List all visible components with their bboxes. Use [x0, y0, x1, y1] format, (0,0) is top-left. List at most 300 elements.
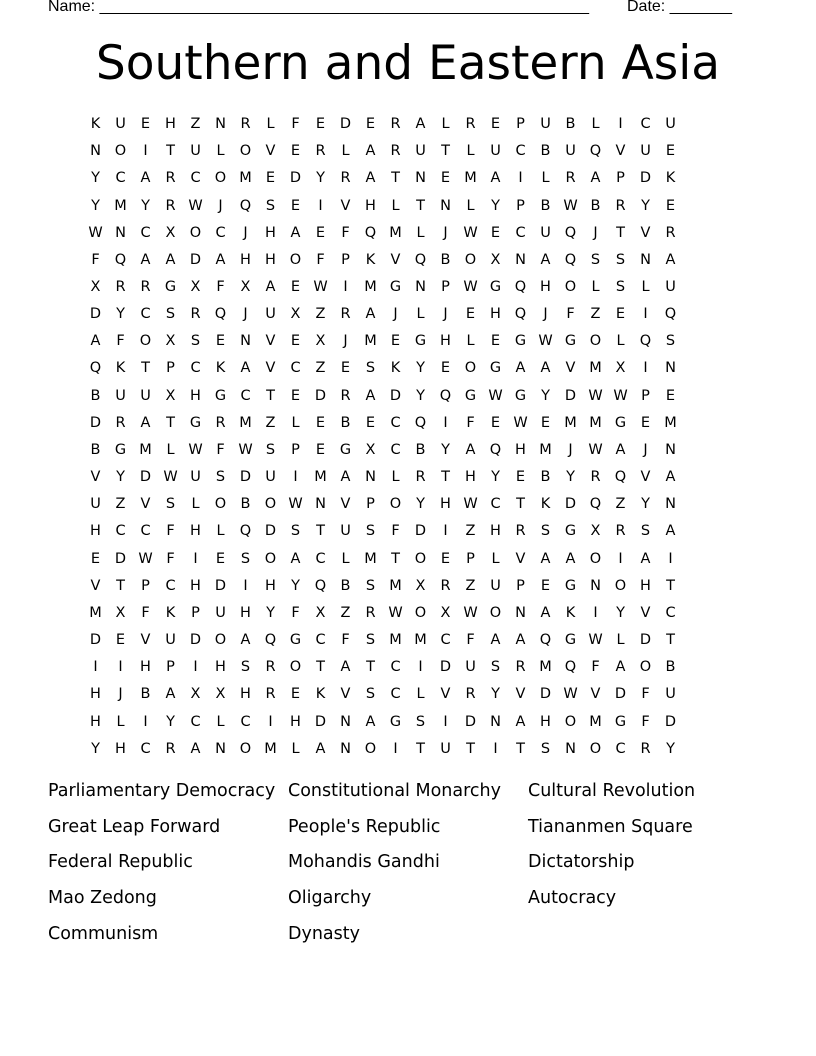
grid-cell[interactable]: L: [466, 143, 475, 160]
grid-cell[interactable]: G: [339, 441, 352, 458]
grid-cell[interactable]: A: [190, 740, 201, 757]
grid-cell[interactable]: Y: [266, 604, 275, 621]
grid-cell[interactable]: M: [389, 224, 402, 241]
grid-cell[interactable]: X: [190, 279, 201, 296]
grid-cell[interactable]: L: [191, 496, 200, 513]
grid-cell[interactable]: W: [288, 496, 303, 513]
grid-cell[interactable]: Y: [141, 197, 150, 214]
grid-cell[interactable]: I: [618, 116, 623, 133]
grid-cell[interactable]: W: [388, 604, 403, 621]
grid-cell[interactable]: L: [216, 143, 225, 160]
grid-cell[interactable]: R: [165, 740, 176, 757]
grid-cell[interactable]: M: [464, 170, 477, 187]
grid-cell[interactable]: H: [465, 469, 476, 486]
grid-cell[interactable]: T: [116, 577, 125, 594]
grid-cell[interactable]: L: [466, 333, 475, 350]
grid-cell[interactable]: A: [365, 713, 376, 730]
grid-cell[interactable]: H: [240, 251, 251, 268]
grid-cell[interactable]: A: [140, 414, 151, 431]
grid-cell[interactable]: L: [216, 713, 225, 730]
grid-cell[interactable]: A: [240, 360, 251, 377]
grid-cell[interactable]: E: [315, 414, 326, 431]
grid-cell[interactable]: L: [616, 333, 625, 350]
grid-cell[interactable]: Y: [616, 604, 625, 621]
grid-cell[interactable]: X: [315, 333, 326, 350]
grid-cell[interactable]: I: [668, 550, 673, 567]
grid-cell[interactable]: A: [240, 632, 251, 649]
grid-cell[interactable]: D: [114, 550, 127, 567]
grid-cell[interactable]: J: [643, 441, 648, 458]
grid-cell[interactable]: W: [463, 279, 478, 296]
grid-cell[interactable]: N: [640, 251, 651, 268]
grid-cell[interactable]: A: [615, 441, 626, 458]
grid-cell[interactable]: X: [190, 686, 201, 703]
grid-cell[interactable]: U: [540, 224, 551, 241]
grid-cell[interactable]: F: [291, 604, 300, 621]
grid-cell[interactable]: C: [440, 632, 451, 649]
grid-cell[interactable]: U: [190, 143, 201, 160]
grid-cell[interactable]: S: [540, 523, 551, 540]
grid-cell[interactable]: H: [165, 116, 176, 133]
grid-cell[interactable]: H: [440, 333, 451, 350]
grid-cell[interactable]: R: [115, 414, 126, 431]
grid-cell[interactable]: X: [315, 604, 326, 621]
grid-cell[interactable]: Z: [315, 306, 326, 323]
grid-cell[interactable]: U: [490, 143, 501, 160]
grid-cell[interactable]: G: [564, 523, 577, 540]
grid-cell[interactable]: D: [189, 251, 202, 268]
grid-cell[interactable]: E: [290, 197, 301, 214]
grid-cell[interactable]: L: [491, 550, 500, 567]
grid-cell[interactable]: R: [265, 686, 276, 703]
grid-cell[interactable]: W: [563, 686, 578, 703]
grid-cell[interactable]: V: [390, 251, 401, 268]
grid-cell[interactable]: L: [391, 469, 400, 486]
grid-cell[interactable]: E: [440, 550, 451, 567]
grid-cell[interactable]: I: [118, 659, 123, 676]
grid-cell[interactable]: J: [543, 306, 548, 323]
grid-cell[interactable]: I: [518, 170, 523, 187]
grid-cell[interactable]: N: [115, 224, 126, 241]
grid-cell[interactable]: P: [341, 251, 350, 268]
grid-cell[interactable]: S: [665, 333, 676, 350]
grid-cell[interactable]: G: [564, 333, 577, 350]
grid-cell[interactable]: Z: [265, 414, 276, 431]
grid-cell[interactable]: S: [365, 523, 376, 540]
grid-cell[interactable]: A: [615, 659, 626, 676]
grid-cell[interactable]: M: [89, 604, 102, 621]
grid-cell[interactable]: O: [464, 251, 477, 268]
grid-cell[interactable]: Y: [91, 170, 100, 187]
grid-cell[interactable]: E: [440, 170, 451, 187]
grid-cell[interactable]: C: [290, 360, 301, 377]
grid-cell[interactable]: D: [339, 116, 352, 133]
grid-cell[interactable]: M: [239, 414, 252, 431]
grid-cell[interactable]: D: [214, 577, 227, 594]
grid-cell[interactable]: I: [293, 469, 298, 486]
grid-cell[interactable]: W: [613, 387, 628, 404]
grid-cell[interactable]: D: [639, 170, 652, 187]
grid-cell[interactable]: J: [393, 306, 398, 323]
grid-cell[interactable]: F: [566, 306, 575, 323]
grid-cell[interactable]: M: [539, 441, 552, 458]
grid-cell[interactable]: C: [490, 496, 501, 513]
grid-cell[interactable]: E: [365, 116, 376, 133]
grid-cell[interactable]: R: [665, 224, 676, 241]
grid-cell[interactable]: O: [564, 279, 577, 296]
grid-cell[interactable]: A: [165, 251, 176, 268]
grid-cell[interactable]: I: [143, 713, 148, 730]
grid-cell[interactable]: Z: [340, 604, 351, 621]
grid-cell[interactable]: Z: [465, 523, 476, 540]
grid-cell[interactable]: E: [490, 414, 501, 431]
grid-cell[interactable]: U: [490, 577, 501, 594]
grid-cell[interactable]: E: [540, 577, 551, 594]
grid-cell[interactable]: X: [490, 251, 501, 268]
grid-cell[interactable]: W: [163, 469, 178, 486]
grid-cell[interactable]: D: [189, 632, 202, 649]
grid-cell[interactable]: I: [618, 550, 623, 567]
grid-cell[interactable]: F: [641, 686, 650, 703]
grid-cell[interactable]: O: [264, 550, 277, 567]
grid-cell[interactable]: W: [588, 632, 603, 649]
grid-cell[interactable]: U: [665, 116, 676, 133]
grid-cell[interactable]: B: [340, 577, 351, 594]
grid-cell[interactable]: B: [415, 441, 426, 458]
grid-cell[interactable]: M: [539, 659, 552, 676]
grid-cell[interactable]: U: [115, 387, 126, 404]
grid-cell[interactable]: M: [364, 550, 377, 567]
grid-cell[interactable]: T: [616, 224, 625, 241]
grid-cell[interactable]: M: [589, 414, 602, 431]
grid-cell[interactable]: I: [643, 360, 648, 377]
grid-cell[interactable]: A: [515, 632, 526, 649]
grid-cell[interactable]: P: [166, 360, 175, 377]
grid-cell[interactable]: A: [340, 469, 351, 486]
grid-cell[interactable]: A: [540, 604, 551, 621]
grid-cell[interactable]: T: [466, 740, 475, 757]
grid-cell[interactable]: K: [215, 360, 226, 377]
grid-cell[interactable]: J: [343, 333, 348, 350]
grid-cell[interactable]: O: [114, 143, 127, 160]
grid-cell[interactable]: L: [416, 686, 425, 703]
grid-cell[interactable]: C: [315, 632, 326, 649]
grid-cell[interactable]: A: [515, 360, 526, 377]
grid-cell[interactable]: Y: [441, 441, 450, 458]
grid-cell[interactable]: W: [238, 441, 253, 458]
grid-cell[interactable]: O: [289, 251, 302, 268]
grid-cell[interactable]: T: [441, 469, 450, 486]
grid-cell[interactable]: N: [515, 251, 526, 268]
grid-cell[interactable]: A: [290, 550, 301, 567]
grid-cell[interactable]: L: [591, 116, 600, 133]
grid-cell[interactable]: I: [393, 740, 398, 757]
grid-cell[interactable]: A: [90, 333, 101, 350]
grid-cell[interactable]: E: [390, 333, 401, 350]
grid-cell[interactable]: V: [440, 686, 451, 703]
grid-cell[interactable]: H: [440, 496, 451, 513]
grid-cell[interactable]: U: [415, 143, 426, 160]
grid-cell[interactable]: E: [465, 306, 476, 323]
grid-cell[interactable]: S: [415, 713, 426, 730]
grid-cell[interactable]: E: [90, 550, 101, 567]
grid-cell[interactable]: N: [315, 496, 326, 513]
grid-cell[interactable]: Y: [416, 387, 425, 404]
grid-cell[interactable]: O: [264, 496, 277, 513]
grid-cell[interactable]: C: [190, 360, 201, 377]
grid-cell[interactable]: F: [316, 251, 325, 268]
grid-cell[interactable]: D: [564, 496, 577, 513]
grid-cell[interactable]: Q: [414, 251, 427, 268]
grid-cell[interactable]: H: [290, 713, 301, 730]
grid-cell[interactable]: G: [164, 279, 177, 296]
grid-cell[interactable]: O: [639, 659, 652, 676]
grid-cell[interactable]: L: [416, 306, 425, 323]
grid-cell[interactable]: D: [89, 632, 102, 649]
grid-cell[interactable]: A: [215, 251, 226, 268]
grid-cell[interactable]: S: [290, 523, 301, 540]
grid-cell[interactable]: R: [465, 686, 476, 703]
grid-cell[interactable]: M: [389, 577, 402, 594]
grid-cell[interactable]: V: [340, 496, 351, 513]
grid-cell[interactable]: Y: [116, 469, 125, 486]
grid-cell[interactable]: Y: [641, 197, 650, 214]
grid-cell[interactable]: O: [214, 496, 227, 513]
grid-cell[interactable]: A: [465, 441, 476, 458]
grid-cell[interactable]: O: [414, 550, 427, 567]
grid-cell[interactable]: X: [290, 306, 301, 323]
grid-cell[interactable]: C: [390, 414, 401, 431]
grid-cell[interactable]: X: [415, 577, 426, 594]
grid-cell[interactable]: F: [391, 523, 400, 540]
grid-cell[interactable]: T: [391, 550, 400, 567]
grid-cell[interactable]: H: [265, 224, 276, 241]
grid-cell[interactable]: S: [240, 550, 251, 567]
grid-cell[interactable]: D: [289, 170, 302, 187]
grid-cell[interactable]: A: [165, 686, 176, 703]
grid-cell[interactable]: P: [441, 279, 450, 296]
grid-cell[interactable]: L: [216, 523, 225, 540]
grid-cell[interactable]: H: [365, 197, 376, 214]
grid-cell[interactable]: Q: [239, 523, 252, 540]
grid-cell[interactable]: G: [489, 360, 502, 377]
grid-cell[interactable]: H: [240, 686, 251, 703]
grid-cell[interactable]: J: [443, 224, 448, 241]
grid-cell[interactable]: W: [463, 496, 478, 513]
grid-cell[interactable]: L: [166, 441, 175, 458]
grid-cell[interactable]: Z: [615, 496, 626, 513]
grid-cell[interactable]: M: [664, 414, 677, 431]
grid-cell[interactable]: U: [115, 116, 126, 133]
grid-cell[interactable]: B: [340, 414, 351, 431]
grid-cell[interactable]: T: [266, 387, 275, 404]
grid-cell[interactable]: C: [115, 170, 126, 187]
grid-cell[interactable]: R: [340, 387, 351, 404]
grid-cell[interactable]: X: [115, 604, 126, 621]
grid-cell[interactable]: Y: [416, 496, 425, 513]
grid-cell[interactable]: E: [265, 170, 276, 187]
grid-cell[interactable]: O: [414, 604, 427, 621]
grid-cell[interactable]: N: [515, 604, 526, 621]
grid-cell[interactable]: G: [489, 279, 502, 296]
grid-cell[interactable]: Y: [166, 713, 175, 730]
grid-cell[interactable]: X: [590, 523, 601, 540]
grid-cell[interactable]: O: [214, 170, 227, 187]
grid-cell[interactable]: F: [166, 550, 175, 567]
grid-cell[interactable]: W: [538, 333, 553, 350]
grid-cell[interactable]: D: [89, 414, 102, 431]
grid-cell[interactable]: I: [443, 713, 448, 730]
grid-cell[interactable]: E: [640, 414, 651, 431]
grid-cell[interactable]: O: [614, 577, 627, 594]
grid-cell[interactable]: M: [564, 414, 577, 431]
grid-cell[interactable]: H: [90, 713, 101, 730]
grid-cell[interactable]: E: [290, 387, 301, 404]
grid-cell[interactable]: S: [590, 251, 601, 268]
grid-cell[interactable]: F: [216, 441, 225, 458]
grid-cell[interactable]: A: [140, 170, 151, 187]
grid-cell[interactable]: S: [165, 496, 176, 513]
grid-cell[interactable]: O: [564, 713, 577, 730]
grid-cell[interactable]: Y: [566, 469, 575, 486]
grid-cell[interactable]: M: [589, 360, 602, 377]
grid-cell[interactable]: W: [463, 224, 478, 241]
grid-cell[interactable]: X: [165, 224, 176, 241]
grid-cell[interactable]: E: [315, 224, 326, 241]
grid-cell[interactable]: S: [265, 197, 276, 214]
grid-cell[interactable]: B: [665, 659, 676, 676]
grid-cell[interactable]: T: [166, 414, 175, 431]
grid-cell[interactable]: T: [141, 360, 150, 377]
grid-cell[interactable]: D: [539, 686, 552, 703]
grid-cell[interactable]: F: [216, 279, 225, 296]
grid-cell[interactable]: V: [340, 197, 351, 214]
grid-cell[interactable]: S: [215, 469, 226, 486]
grid-cell[interactable]: C: [140, 224, 151, 241]
grid-cell[interactable]: R: [440, 577, 451, 594]
grid-cell[interactable]: R: [140, 279, 151, 296]
grid-cell[interactable]: V: [615, 143, 626, 160]
grid-cell[interactable]: R: [190, 306, 201, 323]
grid-cell[interactable]: P: [191, 604, 200, 621]
grid-cell[interactable]: R: [390, 143, 401, 160]
grid-cell[interactable]: K: [315, 686, 326, 703]
grid-cell[interactable]: Q: [564, 659, 577, 676]
grid-cell[interactable]: S: [615, 251, 626, 268]
grid-cell[interactable]: D: [414, 523, 427, 540]
grid-cell[interactable]: Q: [364, 224, 377, 241]
grid-cell[interactable]: Q: [614, 469, 627, 486]
grid-cell[interactable]: P: [616, 170, 625, 187]
grid-cell[interactable]: C: [240, 387, 251, 404]
grid-cell[interactable]: N: [440, 197, 451, 214]
grid-cell[interactable]: L: [341, 550, 350, 567]
grid-cell[interactable]: I: [268, 713, 273, 730]
grid-cell[interactable]: A: [590, 170, 601, 187]
grid-cell[interactable]: Z: [115, 496, 126, 513]
grid-cell[interactable]: A: [540, 550, 551, 567]
grid-cell[interactable]: Y: [491, 686, 500, 703]
grid-cell[interactable]: S: [240, 659, 251, 676]
grid-cell[interactable]: A: [565, 550, 576, 567]
date-field[interactable]: Date: _______: [627, 0, 732, 15]
grid-cell[interactable]: E: [540, 414, 551, 431]
grid-cell[interactable]: A: [365, 387, 376, 404]
grid-cell[interactable]: D: [264, 523, 277, 540]
grid-cell[interactable]: D: [564, 387, 577, 404]
grid-cell[interactable]: H: [640, 577, 651, 594]
grid-cell[interactable]: C: [140, 306, 151, 323]
grid-cell[interactable]: R: [165, 170, 176, 187]
grid-cell[interactable]: M: [364, 333, 377, 350]
grid-cell[interactable]: S: [190, 333, 201, 350]
grid-cell[interactable]: E: [290, 333, 301, 350]
grid-cell[interactable]: I: [243, 577, 248, 594]
grid-cell[interactable]: F: [341, 224, 350, 241]
grid-cell[interactable]: Y: [116, 306, 125, 323]
grid-cell[interactable]: F: [116, 333, 125, 350]
grid-cell[interactable]: D: [614, 686, 627, 703]
grid-cell[interactable]: R: [640, 740, 651, 757]
grid-cell[interactable]: P: [641, 387, 650, 404]
grid-cell[interactable]: S: [615, 279, 626, 296]
grid-cell[interactable]: E: [315, 441, 326, 458]
grid-cell[interactable]: A: [365, 306, 376, 323]
grid-cell[interactable]: C: [165, 577, 176, 594]
grid-cell[interactable]: Y: [316, 170, 325, 187]
grid-cell[interactable]: U: [340, 523, 351, 540]
grid-cell[interactable]: Z: [465, 577, 476, 594]
grid-cell[interactable]: X: [165, 387, 176, 404]
grid-cell[interactable]: E: [515, 469, 526, 486]
grid-cell[interactable]: U: [265, 469, 276, 486]
grid-cell[interactable]: L: [416, 224, 425, 241]
grid-cell[interactable]: A: [490, 632, 501, 649]
grid-cell[interactable]: V: [140, 496, 151, 513]
grid-cell[interactable]: F: [466, 414, 475, 431]
grid-cell[interactable]: T: [666, 632, 675, 649]
grid-cell[interactable]: X: [365, 441, 376, 458]
grid-cell[interactable]: C: [240, 713, 251, 730]
grid-cell[interactable]: K: [365, 251, 376, 268]
grid-cell[interactable]: F: [141, 604, 150, 621]
grid-cell[interactable]: M: [589, 713, 602, 730]
grid-cell[interactable]: U: [190, 469, 201, 486]
grid-cell[interactable]: C: [515, 143, 526, 160]
grid-cell[interactable]: O: [239, 143, 252, 160]
grid-cell[interactable]: F: [341, 632, 350, 649]
grid-cell[interactable]: W: [88, 224, 103, 241]
grid-cell[interactable]: R: [615, 523, 626, 540]
grid-cell[interactable]: W: [488, 387, 503, 404]
grid-cell[interactable]: A: [365, 143, 376, 160]
grid-cell[interactable]: C: [215, 224, 226, 241]
grid-cell[interactable]: F: [641, 713, 650, 730]
grid-cell[interactable]: H: [190, 523, 201, 540]
grid-cell[interactable]: B: [240, 496, 251, 513]
grid-cell[interactable]: P: [366, 496, 375, 513]
grid-cell[interactable]: O: [239, 740, 252, 757]
grid-cell[interactable]: Q: [314, 577, 327, 594]
grid-cell[interactable]: R: [415, 469, 426, 486]
grid-cell[interactable]: O: [289, 659, 302, 676]
grid-cell[interactable]: Q: [589, 143, 602, 160]
grid-cell[interactable]: R: [165, 197, 176, 214]
grid-cell[interactable]: D: [664, 713, 677, 730]
grid-cell[interactable]: R: [390, 116, 401, 133]
grid-cell[interactable]: F: [591, 659, 600, 676]
grid-cell[interactable]: G: [389, 713, 402, 730]
